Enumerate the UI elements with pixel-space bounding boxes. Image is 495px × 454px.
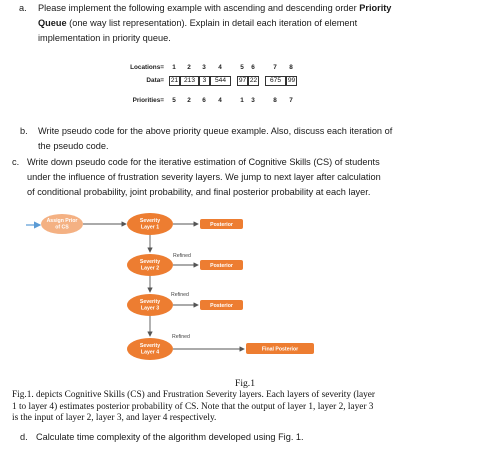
layer-4-line-2: Layer 4 <box>140 349 160 356</box>
location-number: 8 <box>289 64 293 71</box>
priority-number: 2 <box>187 97 191 104</box>
figure-caption-line-3: is the input of layer 2, layer 3, and layer 4 respectively. <box>12 413 217 423</box>
location-number: 3 <box>202 64 206 71</box>
question-b-line-1: Write pseudo code for the above priority queue example. Also, discuss each iteration of <box>38 126 393 136</box>
refined-label-2: Refined <box>171 292 189 298</box>
data-cell: 21 <box>170 77 179 84</box>
location-number: 7 <box>273 64 277 71</box>
posterior-3-label: Posterior <box>210 303 233 309</box>
priority-number: 8 <box>273 97 277 104</box>
locations-label: Locations= <box>130 64 164 71</box>
question-a-line-2: Queue (one way list representation). Explain in detail each iteration of element <box>38 18 358 28</box>
priority-number: 3 <box>251 97 255 104</box>
layer-4-line-1: Severity <box>139 343 161 349</box>
data-cell: 544 <box>210 76 231 86</box>
question-a-line-1: Please implement the following example with ascending and descending order Priority <box>38 3 392 13</box>
question-c <box>12 155 487 200</box>
data-cell: 675 <box>265 76 286 86</box>
layer-3-line-1: Severity <box>139 299 161 305</box>
layer-1-line-1: Severity <box>139 218 161 224</box>
posterior-2-label: Posterior <box>210 263 233 269</box>
data-cell: 99 <box>287 77 296 84</box>
data-label: Data= <box>146 77 164 84</box>
refined-label-1: Refined <box>173 253 191 259</box>
priority-number: 1 <box>240 97 244 104</box>
assign-prior-line-2: of CS <box>55 224 69 231</box>
refined-label-3: Refined <box>172 334 190 340</box>
question-c-label: c. <box>12 157 20 167</box>
priority-number: 5 <box>172 97 176 104</box>
priority-number: 7 <box>289 97 293 104</box>
layer-1-line-2: Layer 1 <box>140 224 160 231</box>
priority-number: 4 <box>218 97 222 104</box>
location-number: 4 <box>218 64 222 71</box>
figure-title: Fig.1 <box>235 378 255 389</box>
question-b-label: b. <box>20 126 28 136</box>
priority-number: 6 <box>202 97 206 104</box>
cognitive-skills-flow-diagram <box>0 200 495 375</box>
question-c-line-1: Write down pseudo code for the iterative estimation of Cognitive Skills (CS) of students <box>27 157 380 167</box>
data-cell: 22 <box>249 77 258 84</box>
question-a-label: a. <box>19 3 27 13</box>
location-number: 5 <box>240 64 244 71</box>
data-cell: 97 <box>238 77 247 84</box>
question-d <box>12 430 482 446</box>
question-c-line-3: of conditional probability, joint probability, and final posterior probability at each layer. <box>27 187 371 197</box>
question-d-label: d. <box>20 432 28 442</box>
layer-2-line-2: Layer 2 <box>140 265 160 272</box>
assign-prior-line-1: Assign Prior <box>46 218 78 224</box>
figure-caption-line-1: Fig.1. depicts Cognitive Skills (CS) and Frustration Severity layers. Each layers of severity (layer <box>12 390 376 400</box>
data-cell: 3 <box>199 76 210 86</box>
question-a <box>12 1 482 46</box>
layer-3-line-2: Layer 3 <box>140 305 160 312</box>
question-a-line-3: implementation in priority queue. <box>38 33 171 43</box>
layer-2-line-1: Severity <box>139 259 161 265</box>
location-number: 1 <box>172 64 176 71</box>
priorities-label: Priorities= <box>132 97 164 104</box>
question-b-line-2: the pseudo code. <box>38 141 109 151</box>
location-number: 2 <box>187 64 191 71</box>
figure-caption-line-2: 1 to layer 4) estimates posterior probability of CS. Note that the output of layer 1, layer 2, layer 3 <box>12 401 374 412</box>
question-d-text: Calculate time complexity of the algorithm developed using Fig. 1. <box>36 432 304 442</box>
location-number: 6 <box>251 64 255 71</box>
figure-caption <box>12 390 490 425</box>
final-posterior-label: Final Posterior <box>261 346 299 353</box>
data-cell: 213 <box>180 76 199 86</box>
posterior-1-label: Posterior <box>210 222 233 228</box>
question-b <box>12 124 482 154</box>
question-c-line-2: under the influence of frustration severity layers. We jump to next layer after calculation <box>27 172 381 182</box>
